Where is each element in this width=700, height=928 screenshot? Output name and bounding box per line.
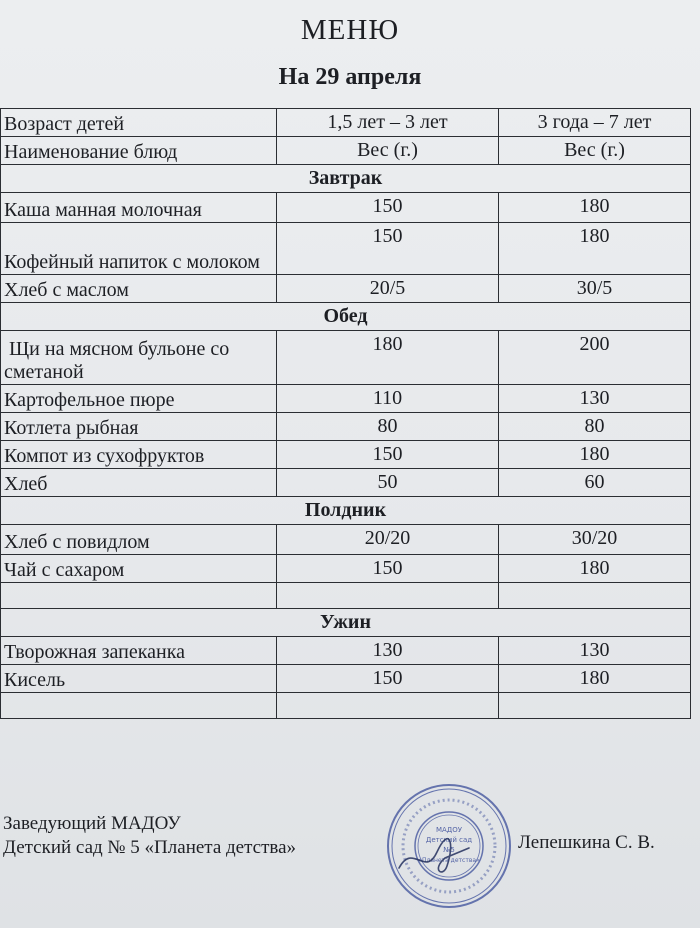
table-header-row (1, 137, 691, 165)
table-row (1, 637, 691, 665)
weight-large: 180 (499, 193, 691, 223)
weight-large: 180 (499, 665, 691, 693)
table-row (1, 665, 691, 693)
table-row (1, 555, 691, 583)
weight-large: 80 (499, 413, 691, 441)
signatory-position-line2: Детский сад № 5 «Планета детства» (3, 837, 297, 858)
table-row (1, 469, 691, 497)
weight-small: 150 (277, 555, 499, 583)
dish-name: Творожная запеканка (1, 637, 277, 665)
section-title: Завтрак (1, 165, 691, 193)
header-label: Возраст детей (1, 109, 277, 137)
weight-large: 30/5 (499, 275, 691, 303)
svg-text:МАДОУ: МАДОУ (435, 826, 463, 834)
stamp-seal-icon (385, 782, 513, 910)
header-age-small: 1,5 лет – 3 лет (277, 109, 499, 137)
table-header-row (1, 109, 691, 137)
table-row (1, 385, 691, 413)
weight-large: 30/20 (499, 525, 691, 555)
weight-small: 150 (277, 223, 499, 275)
table-row (1, 331, 691, 385)
weight-large: 180 (499, 223, 691, 275)
section-row-lunch (1, 303, 691, 331)
weight-small: 150 (277, 665, 499, 693)
svg-text:«Планета детства»: «Планета детства» (418, 857, 480, 864)
header-age-large: 3 года – 7 лет (499, 109, 691, 137)
table-row-empty (1, 693, 691, 719)
svg-text:Детский сад: Детский сад (425, 836, 473, 844)
table-row (1, 413, 691, 441)
weight-small: 80 (277, 413, 499, 441)
weight-large: 200 (499, 331, 691, 385)
table-row (1, 441, 691, 469)
weight-small: 20/20 (277, 525, 499, 555)
weight-large: 60 (499, 469, 691, 497)
table-row (1, 223, 691, 275)
menu-table (0, 108, 691, 719)
weight-large: 180 (499, 441, 691, 469)
header-weight-large: Вес (г.) (499, 137, 691, 165)
dish-name: Хлеб с повидлом (1, 525, 277, 555)
dish-name: Кисель (1, 665, 277, 693)
weight-small: 150 (277, 193, 499, 223)
weight-small: 50 (277, 469, 499, 497)
official-stamp (385, 782, 513, 915)
svg-text:№5: №5 (443, 846, 455, 854)
weight-small: 110 (277, 385, 499, 413)
signatory-name: Лепешкина С. В. (518, 832, 655, 853)
table-row (1, 525, 691, 555)
dish-name: Кофейный напиток с молоком (1, 223, 277, 275)
dish-name: Чай с сахаром (1, 555, 277, 583)
header-label: Наименование блюд (1, 137, 277, 165)
dish-name: Котлета рыбная (1, 413, 277, 441)
signatory-position-line1: Заведующий МАДОУ (3, 813, 181, 834)
menu-date: На 29 апреля (278, 64, 422, 90)
weight-large: 130 (499, 637, 691, 665)
weight-small: 180 (277, 331, 499, 385)
section-title: Обед (1, 303, 691, 331)
section-row-snack (1, 497, 691, 525)
table-row-empty (1, 583, 691, 609)
section-row-dinner (1, 609, 691, 637)
table-row (1, 193, 691, 223)
weight-small: 130 (277, 637, 499, 665)
weight-large: 130 (499, 385, 691, 413)
dish-name: Хлеб (1, 469, 277, 497)
dish-name: Каша манная молочная (1, 193, 277, 223)
dish-name: Щи на мясном бульоне со сметаной (1, 331, 277, 385)
dish-name: Компот из сухофруктов (1, 441, 277, 469)
table-row (1, 275, 691, 303)
weight-small: 150 (277, 441, 499, 469)
dish-name: Хлеб с маслом (1, 275, 277, 303)
header-weight-small: Вес (г.) (277, 137, 499, 165)
weight-small: 20/5 (277, 275, 499, 303)
weight-large: 180 (499, 555, 691, 583)
section-title: Полдник (1, 497, 691, 525)
section-row-breakfast (1, 165, 691, 193)
dish-name: Картофельное пюре (1, 385, 277, 413)
section-title: Ужин (1, 609, 691, 637)
page-title: МЕНЮ (300, 14, 400, 46)
